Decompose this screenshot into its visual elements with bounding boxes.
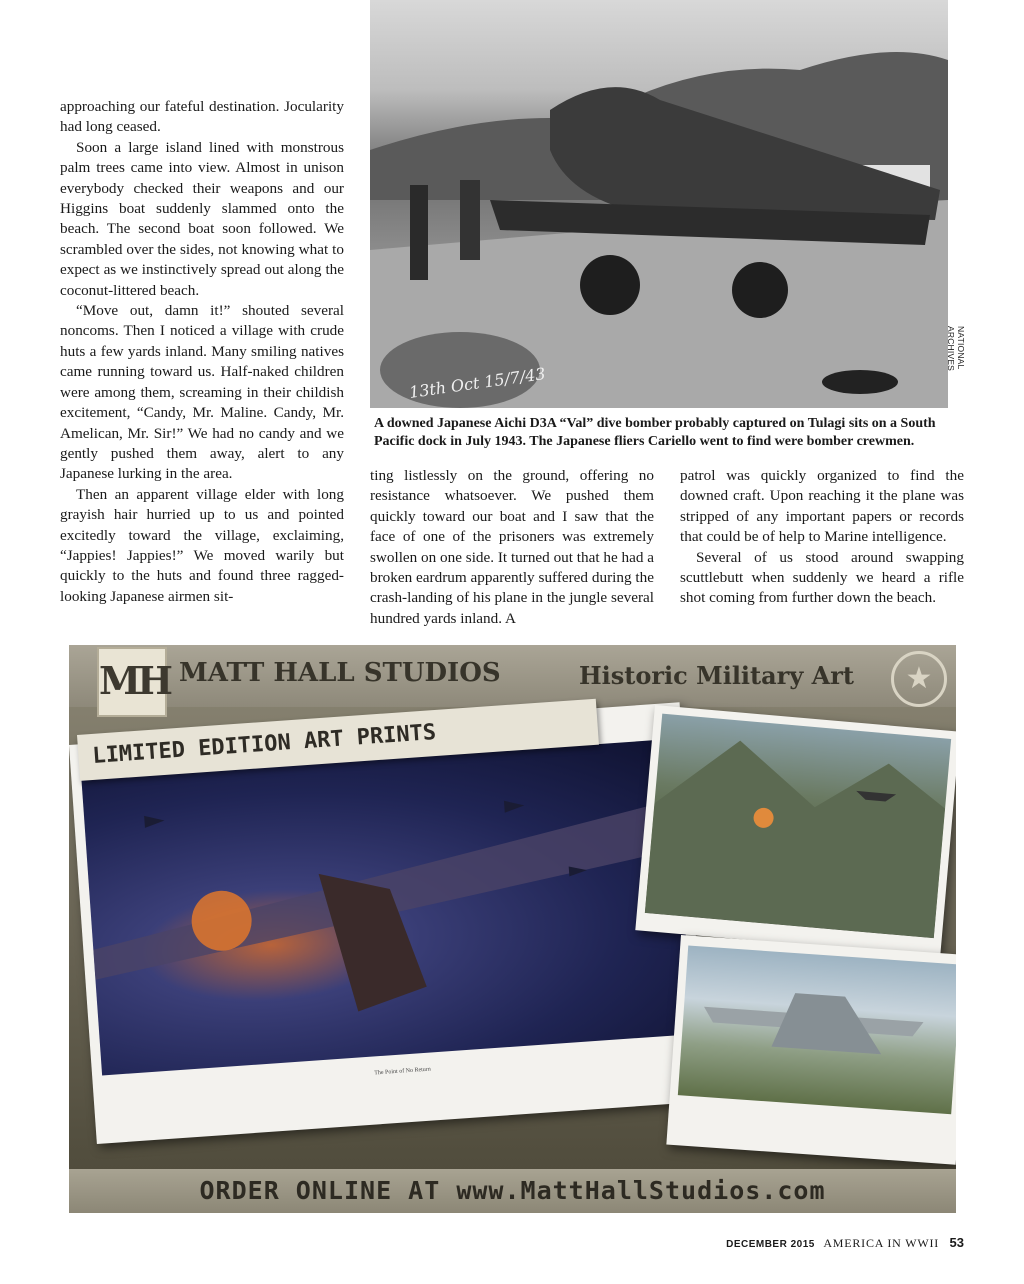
- order-online-link[interactable]: ORDER ONLINE AT www.MattHallStudios.com: [69, 1169, 956, 1213]
- issue-date: DECEMBER 2015: [726, 1239, 815, 1250]
- page-footer: [726, 1234, 964, 1252]
- art-print-image: [678, 946, 956, 1115]
- ad-banner: LIMITED EDITION ART PRINTS: [77, 699, 599, 781]
- ad-header: [69, 645, 956, 707]
- art-print-caption: The Point of No Return: [374, 1066, 432, 1077]
- paragraph: ting listlessly on the ground, offering no resistance whatsoever. We pushed them quickly toward our boat and I saw that the face of one of the prisoners was extremely swollen on one side. It turned out that he had a broken eardrum apparently suffered during the crash-landing of his plane in the jungle several hundred yards inland. A: [370, 467, 654, 627]
- paragraph: Several of us stood around swapping scuttlebutt when suddenly we heard a rifle shot coming from further down the beach.: [680, 548, 964, 607]
- art-print-bomber: [666, 935, 956, 1165]
- archive-photo: [370, 0, 948, 408]
- photo-inscription: 13th Oct 15/7/43: [407, 364, 547, 402]
- paragraph: approaching our fateful destination. Jocularity had long ceased.: [60, 98, 344, 136]
- star-icon: ★: [891, 651, 947, 707]
- art-print-caption: [739, 1111, 889, 1121]
- paragraph: patrol was quickly organized to find the downed craft. Upon reaching it the plane was stripped of any important papers or records that could be of help to Marine intelligence.: [680, 467, 964, 546]
- article-column-1: [60, 97, 344, 607]
- ad-tagline: Historic Military Art: [579, 661, 854, 690]
- article-column-2: [370, 466, 654, 629]
- photo-scene: [370, 0, 948, 408]
- ad-brand-name: MATT HALL STUDIOS: [179, 658, 501, 688]
- paragraph: “Move out, damn it!” shouted several noncoms. Then I noticed a village with crude huts a few yards inland. Many smiling natives came running toward us. Half-naked children were among them, screaming in their childish excitement, “Candy, Mr. Maline. Candy, Mr. Amelican, Mr. Sir!” We had no candy and we gently pushed them away, alert to any Japanese lurking in the area.: [60, 302, 344, 483]
- art-print-mountain: [635, 705, 956, 957]
- art-print-image: [81, 739, 692, 1076]
- paragraph: Then an apparent village elder with long grayish hair hurried up to us and pointed excitedly toward the village, exclaiming, “Jappies! Jappies!” We moved warily but quickly to the huts and found three ragged-looking Japanese airmen sit-: [60, 485, 344, 605]
- photo-credit: NATIONAL ARCHIVES: [946, 326, 966, 372]
- paragraph: Soon a large island lined with monstrous palm trees came into view. Almost in unison everybody checked their weapons and our Higgins boat suddenly slammed onto the beach. The second boat soon followed. We scrambled over the sides, not knowing what to expect as we instinctively spread out along the coconut-littered beach.: [60, 138, 344, 299]
- magazine-title: AMERICA IN WWII: [823, 1236, 940, 1250]
- studio-logo: MH: [97, 647, 167, 717]
- photo-caption: A downed Japanese Aichi D3A “Val” dive bomber probably captured on Tulagi sits on a South Pacific dock in July 1943. The Japanese fliers Cariello went to find were bomber crewmen.: [374, 416, 936, 449]
- article-column-3: [680, 466, 964, 609]
- advertisement[interactable]: [69, 645, 956, 1213]
- art-print-image: [645, 714, 951, 939]
- page-number: 53: [949, 1235, 964, 1250]
